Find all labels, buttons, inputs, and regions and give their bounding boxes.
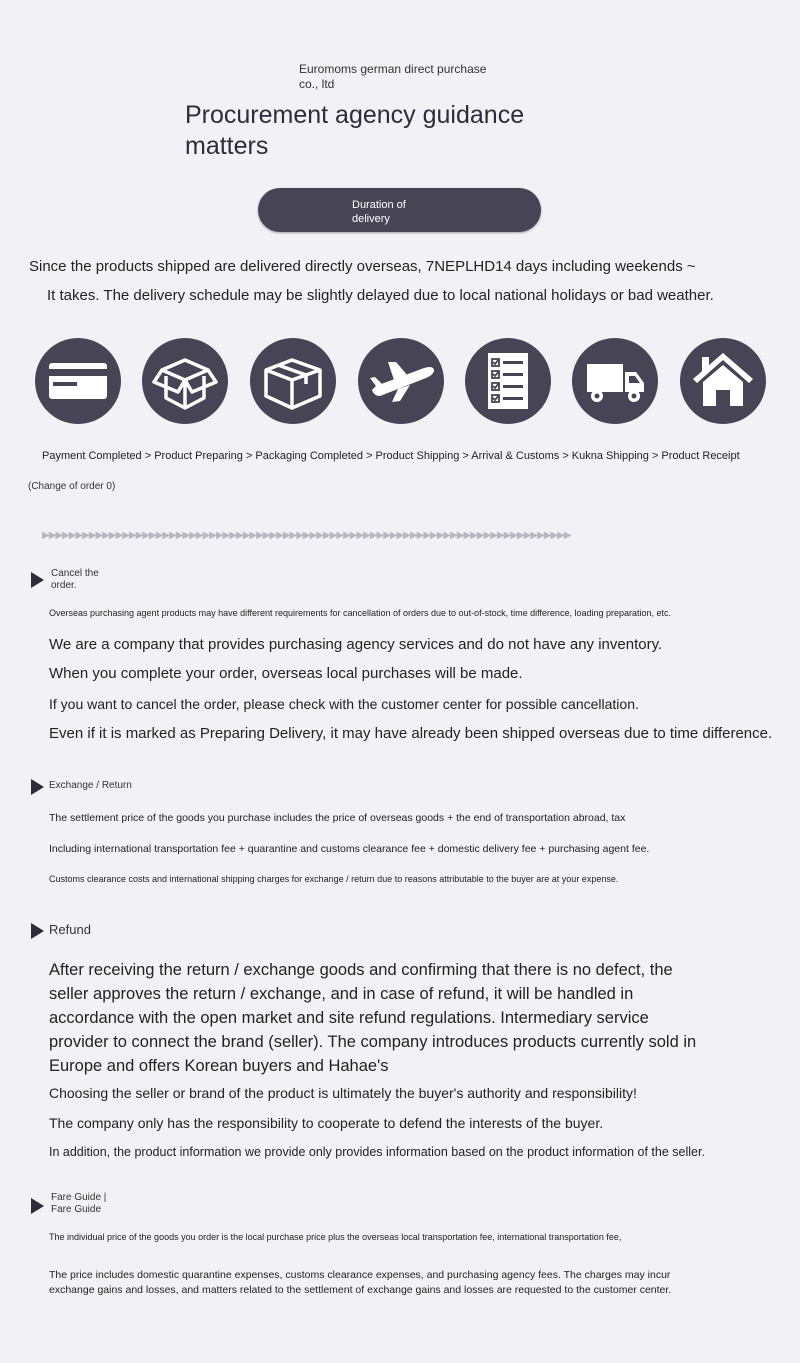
exchange-line-2: Including international transportation fee + quarantine and customs clearance fee + domestic delivery fee + purchasing agent fee. <box>49 843 650 855</box>
intro-line-2: It takes. The delivery schedule may be slightly delayed due to local national holidays or bad weather. <box>47 287 714 304</box>
refund-section-title: Refund <box>49 922 91 937</box>
triangle-bullet-icon <box>31 572 44 588</box>
order-steps: Payment Completed > Product Preparing > Packaging Completed > Product Shipping > Arrival & Customs > Kukna Shipping > Product Receipt <box>42 450 740 462</box>
checklist-icon <box>465 338 551 424</box>
refund-line-3: In addition, the product information we provide only provides information based on the product information of the seller. <box>49 1145 705 1159</box>
arrow-divider: ▶▶▶▶▶▶▶▶▶▶▶▶▶▶▶▶▶▶▶▶▶▶▶▶▶▶▶▶▶▶▶▶▶▶▶▶▶▶▶▶▶▶▶▶▶▶▶▶▶▶▶▶▶▶▶▶▶▶▶▶▶▶▶▶▶▶▶▶▶▶▶▶▶▶▶▶▶▶▶ <box>42 530 571 541</box>
triangle-bullet-icon <box>31 923 44 939</box>
package-icon <box>250 338 336 424</box>
page-title: Procurement agency guidance matters <box>185 101 525 160</box>
fare-line-2: The price includes domestic quarantine expenses, customs clearance expenses, and purchasing agency fees. The charges may incur <box>49 1269 671 1281</box>
refund-line-2: The company only has the responsibility to cooperate to defend the interests of the buyer. <box>49 1115 604 1131</box>
open-box-icon <box>142 338 228 424</box>
cancel-line-3: If you want to cancel the order, please check with the customer center for possible cancellation. <box>49 696 639 712</box>
exchange-line-1: The settlement price of the goods you purchase includes the price of overseas goods + the end of transportation abroad, tax <box>49 812 626 824</box>
cancel-line-4: Even if it is marked as Preparing Delivery, it may have already been shipped overseas due to time difference. <box>49 725 773 742</box>
triangle-bullet-icon <box>31 1198 44 1214</box>
cancel-section-title: Cancel the order. <box>51 568 99 591</box>
change-of-order-note: (Change of order 0) <box>28 481 116 492</box>
delivery-truck-icon <box>572 338 658 424</box>
triangle-bullet-icon <box>31 779 44 795</box>
cancel-line-2: When you complete your order, overseas local purchases will be made. <box>49 665 523 682</box>
exchange-section-title: Exchange / Return <box>49 780 132 791</box>
exchange-line-3: Customs clearance costs and international shipping charges for exchange / return due to reasons attributable to the buyer are at your expense. <box>49 874 619 884</box>
cancel-note: Overseas purchasing agent products may have different requirements for cancellation of orders due to out-of-stock, time difference, loading preparation, etc. <box>49 608 672 618</box>
fare-line-3: exchange gains and losses, and matters related to the settlement of exchange gains and losses are requested to the customer center. <box>49 1284 672 1296</box>
company-name: Euromoms german direct purchase co., ltd <box>299 62 487 91</box>
airplane-icon <box>358 338 444 424</box>
duration-of-delivery-button[interactable] <box>258 188 541 232</box>
duration-button-label: Duration of delivery <box>352 199 406 225</box>
intro-line-1: Since the products shipped are delivered directly overseas, 7NEPLHD14 days including weekends ~ <box>29 258 696 275</box>
refund-paragraph: After receiving the return / exchange goods and confirming that there is no defect, the seller approves the return / exchange, and in case of refund, it will be handled in accordance with the open market and site refund regulations. Intermediary service provider to connect the brand (seller). The company introduces products currently sold in Europe and offers Korean buyers and Hahae's <box>49 961 697 1075</box>
house-icon <box>680 338 766 424</box>
fare-line-1: The individual price of the goods you order is the local purchase price plus the overseas local transportation fee, international transportation fee, <box>49 1232 622 1242</box>
fare-section-title: Fare Guide | Fare Guide <box>51 1192 107 1215</box>
cancel-line-1: We are a company that provides purchasing agency services and do not have any inventory. <box>49 636 663 653</box>
refund-line-1: Choosing the seller or brand of the product is ultimately the buyer's authority and responsibility! <box>49 1085 637 1101</box>
credit-card-icon <box>35 338 121 424</box>
